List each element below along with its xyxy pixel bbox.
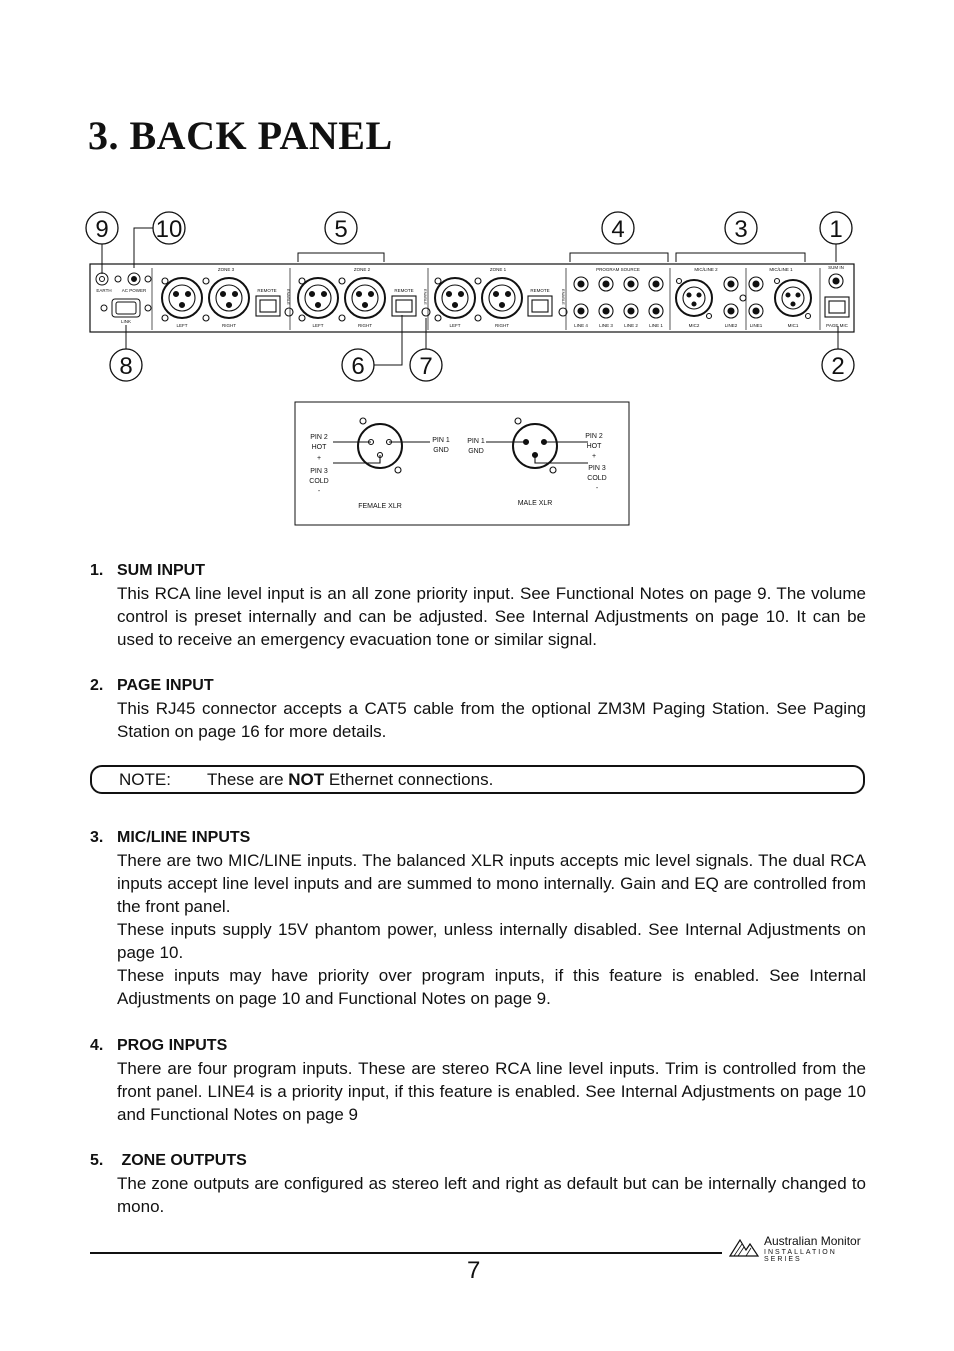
- page-title: 3. BACK PANEL: [88, 113, 393, 158]
- svg-text:+: +: [316, 455, 322, 462]
- svg-text:2: 2: [831, 353, 845, 380]
- svg-text:6: 6: [351, 353, 365, 380]
- zone1-xlr-right: [482, 278, 522, 318]
- zone3-xlr-right: [209, 278, 249, 318]
- svg-text:GND: GND: [468, 448, 484, 455]
- svg-text:8: 8: [119, 353, 133, 380]
- svg-text:5: 5: [334, 216, 348, 243]
- svg-text:PIN 1: PIN 1: [467, 438, 485, 445]
- svg-text:10: 10: [155, 216, 183, 243]
- svg-text:REMOTE: REMOTE: [257, 288, 277, 293]
- svg-text:ENABLE: ENABLE: [561, 289, 566, 305]
- svg-text:RIGHT: RIGHT: [495, 323, 509, 328]
- zone2-remote-port: [392, 296, 416, 316]
- svg-text:LINK: LINK: [120, 319, 132, 324]
- svg-text:COLD: COLD: [309, 478, 329, 485]
- svg-text:PIN 2: PIN 2: [310, 434, 328, 441]
- svg-text:7: 7: [419, 353, 433, 380]
- zone1-xlr-left: [435, 278, 475, 318]
- section-prog-inputs: 4. PROG INPUTS There are four program inputs. These are stereo RCA line level inputs. Trim is controlled from the front panel. LINE4 is a priority input, if this feature is enabled. See Internal Adjustments on page 10 and Functional Notes on page 9: [90, 1037, 866, 1124]
- svg-text:MIC1: MIC1: [787, 323, 799, 328]
- svg-text:MIC/LINE 2: MIC/LINE 2: [694, 267, 718, 272]
- zone3-remote-port: [256, 296, 280, 316]
- svg-text:PAGE MIC: PAGE MIC: [826, 323, 848, 328]
- svg-text:PIN 2: PIN 2: [585, 433, 603, 440]
- svg-text:ENABLE: ENABLE: [286, 289, 291, 305]
- svg-text:1: 1: [829, 216, 843, 243]
- svg-text:+: +: [591, 453, 597, 460]
- svg-text:LINE 2: LINE 2: [624, 323, 638, 328]
- brand-logo: Australian Monitor INSTALLATION SERIES: [728, 1234, 868, 1260]
- svg-text:-: -: [317, 488, 321, 495]
- program-source-rca: [574, 277, 663, 318]
- note-box: NOTE: These are NOT Ethernet connections.: [90, 765, 865, 794]
- zone2-xlr-right: [345, 278, 385, 318]
- svg-text:LINE1: LINE1: [749, 323, 763, 328]
- svg-text:COLD: COLD: [587, 475, 607, 482]
- female-xlr-drawing: [333, 418, 430, 473]
- svg-text:SUM IN: SUM IN: [828, 265, 844, 270]
- zone2-xlr-left: [298, 278, 338, 318]
- svg-text:PIN 3: PIN 3: [588, 465, 606, 472]
- svg-text:LINE 1: LINE 1: [649, 323, 663, 328]
- section-page-input: 2. PAGE INPUT This RJ45 connector accepts a CAT5 cable from the optional ZM3M Paging Station. See Paging Station on page 16 for more details.: [90, 677, 866, 741]
- svg-text:3: 3: [734, 216, 748, 243]
- mic2-xlr: [676, 280, 712, 316]
- svg-text:PROGRAM SOURCE: PROGRAM SOURCE: [596, 267, 640, 272]
- rear-panel: [90, 264, 854, 332]
- svg-text:EARTH: EARTH: [96, 288, 112, 293]
- svg-text:REMOTE: REMOTE: [530, 288, 550, 293]
- svg-text:ZONE 1: ZONE 1: [489, 267, 507, 272]
- section-sum-input: 1. SUM INPUT This RCA line level input is an all zone priority input. See Functional Notes on page 9. The volume control is preset internally and can be adjusted. See Internal Adjustments on page 10. It can be used to receive an emergency evacuation tone or similar signal.: [90, 562, 866, 649]
- svg-text:ENABLE: ENABLE: [423, 289, 428, 305]
- zone3-xlr-left: [162, 278, 202, 318]
- svg-text:-: -: [595, 485, 599, 492]
- svg-text:LEFT: LEFT: [176, 323, 188, 328]
- brand-mark-icon: [728, 1236, 760, 1258]
- page-mic-port: [825, 297, 849, 317]
- svg-text:GND: GND: [433, 447, 449, 454]
- svg-text:LEFT: LEFT: [449, 323, 461, 328]
- section-mic-line-inputs: 3. MIC/LINE INPUTS There are two MIC/LINE inputs. The balanced XLR inputs accepts mic level signals. The dual RCA inputs accept line level inputs and are summed to mono internally. Gain and EQ are controlled from the front panel. These inputs supply 15V phantom power, unless internally disabled. See Internal Adjustments on page 10. These inputs may have priority over program inputs, if this feature is enabled. See Internal Adjustments on page 10 and Functional Notes on page 9.: [90, 829, 866, 1008]
- svg-text:PIN 1: PIN 1: [432, 437, 450, 444]
- page-number: 7: [467, 1257, 481, 1284]
- svg-text:FEMALE XLR: FEMALE XLR: [358, 503, 402, 510]
- zone1-remote-port: [528, 296, 552, 316]
- svg-text:HOT: HOT: [311, 444, 327, 451]
- svg-text:4: 4: [611, 216, 625, 243]
- svg-text:ZONE 2: ZONE 2: [353, 267, 371, 272]
- section-zone-outputs: 5. ZONE OUTPUTS The zone outputs are configured as stereo left and right as default but can be internally changed to mono.: [90, 1152, 866, 1216]
- svg-text:HOT: HOT: [586, 443, 602, 450]
- svg-text:PIN 3: PIN 3: [310, 468, 328, 475]
- svg-text:REMOTE: REMOTE: [394, 288, 414, 293]
- mic1-xlr: [775, 280, 811, 316]
- back-panel-diagram: [0, 0, 954, 540]
- svg-text:LINE2: LINE2: [724, 323, 738, 328]
- svg-text:MALE XLR: MALE XLR: [517, 500, 553, 507]
- svg-text:AC POWER: AC POWER: [121, 288, 147, 293]
- svg-text:ZONE 3: ZONE 3: [217, 267, 235, 272]
- svg-text:MIC/LINE 1: MIC/LINE 1: [769, 267, 793, 272]
- svg-text:LINE 3: LINE 3: [599, 323, 613, 328]
- svg-text:9: 9: [95, 216, 109, 243]
- earth-terminal: [96, 273, 108, 285]
- svg-text:RIGHT: RIGHT: [222, 323, 236, 328]
- svg-text:MIC2: MIC2: [688, 323, 700, 328]
- footer-rule: [90, 1252, 722, 1254]
- svg-text:LINE 4: LINE 4: [574, 323, 588, 328]
- male-xlr-drawing: [486, 418, 588, 473]
- svg-text:LEFT: LEFT: [312, 323, 324, 328]
- svg-text:RIGHT: RIGHT: [358, 323, 372, 328]
- sum-in-rca: [829, 274, 843, 288]
